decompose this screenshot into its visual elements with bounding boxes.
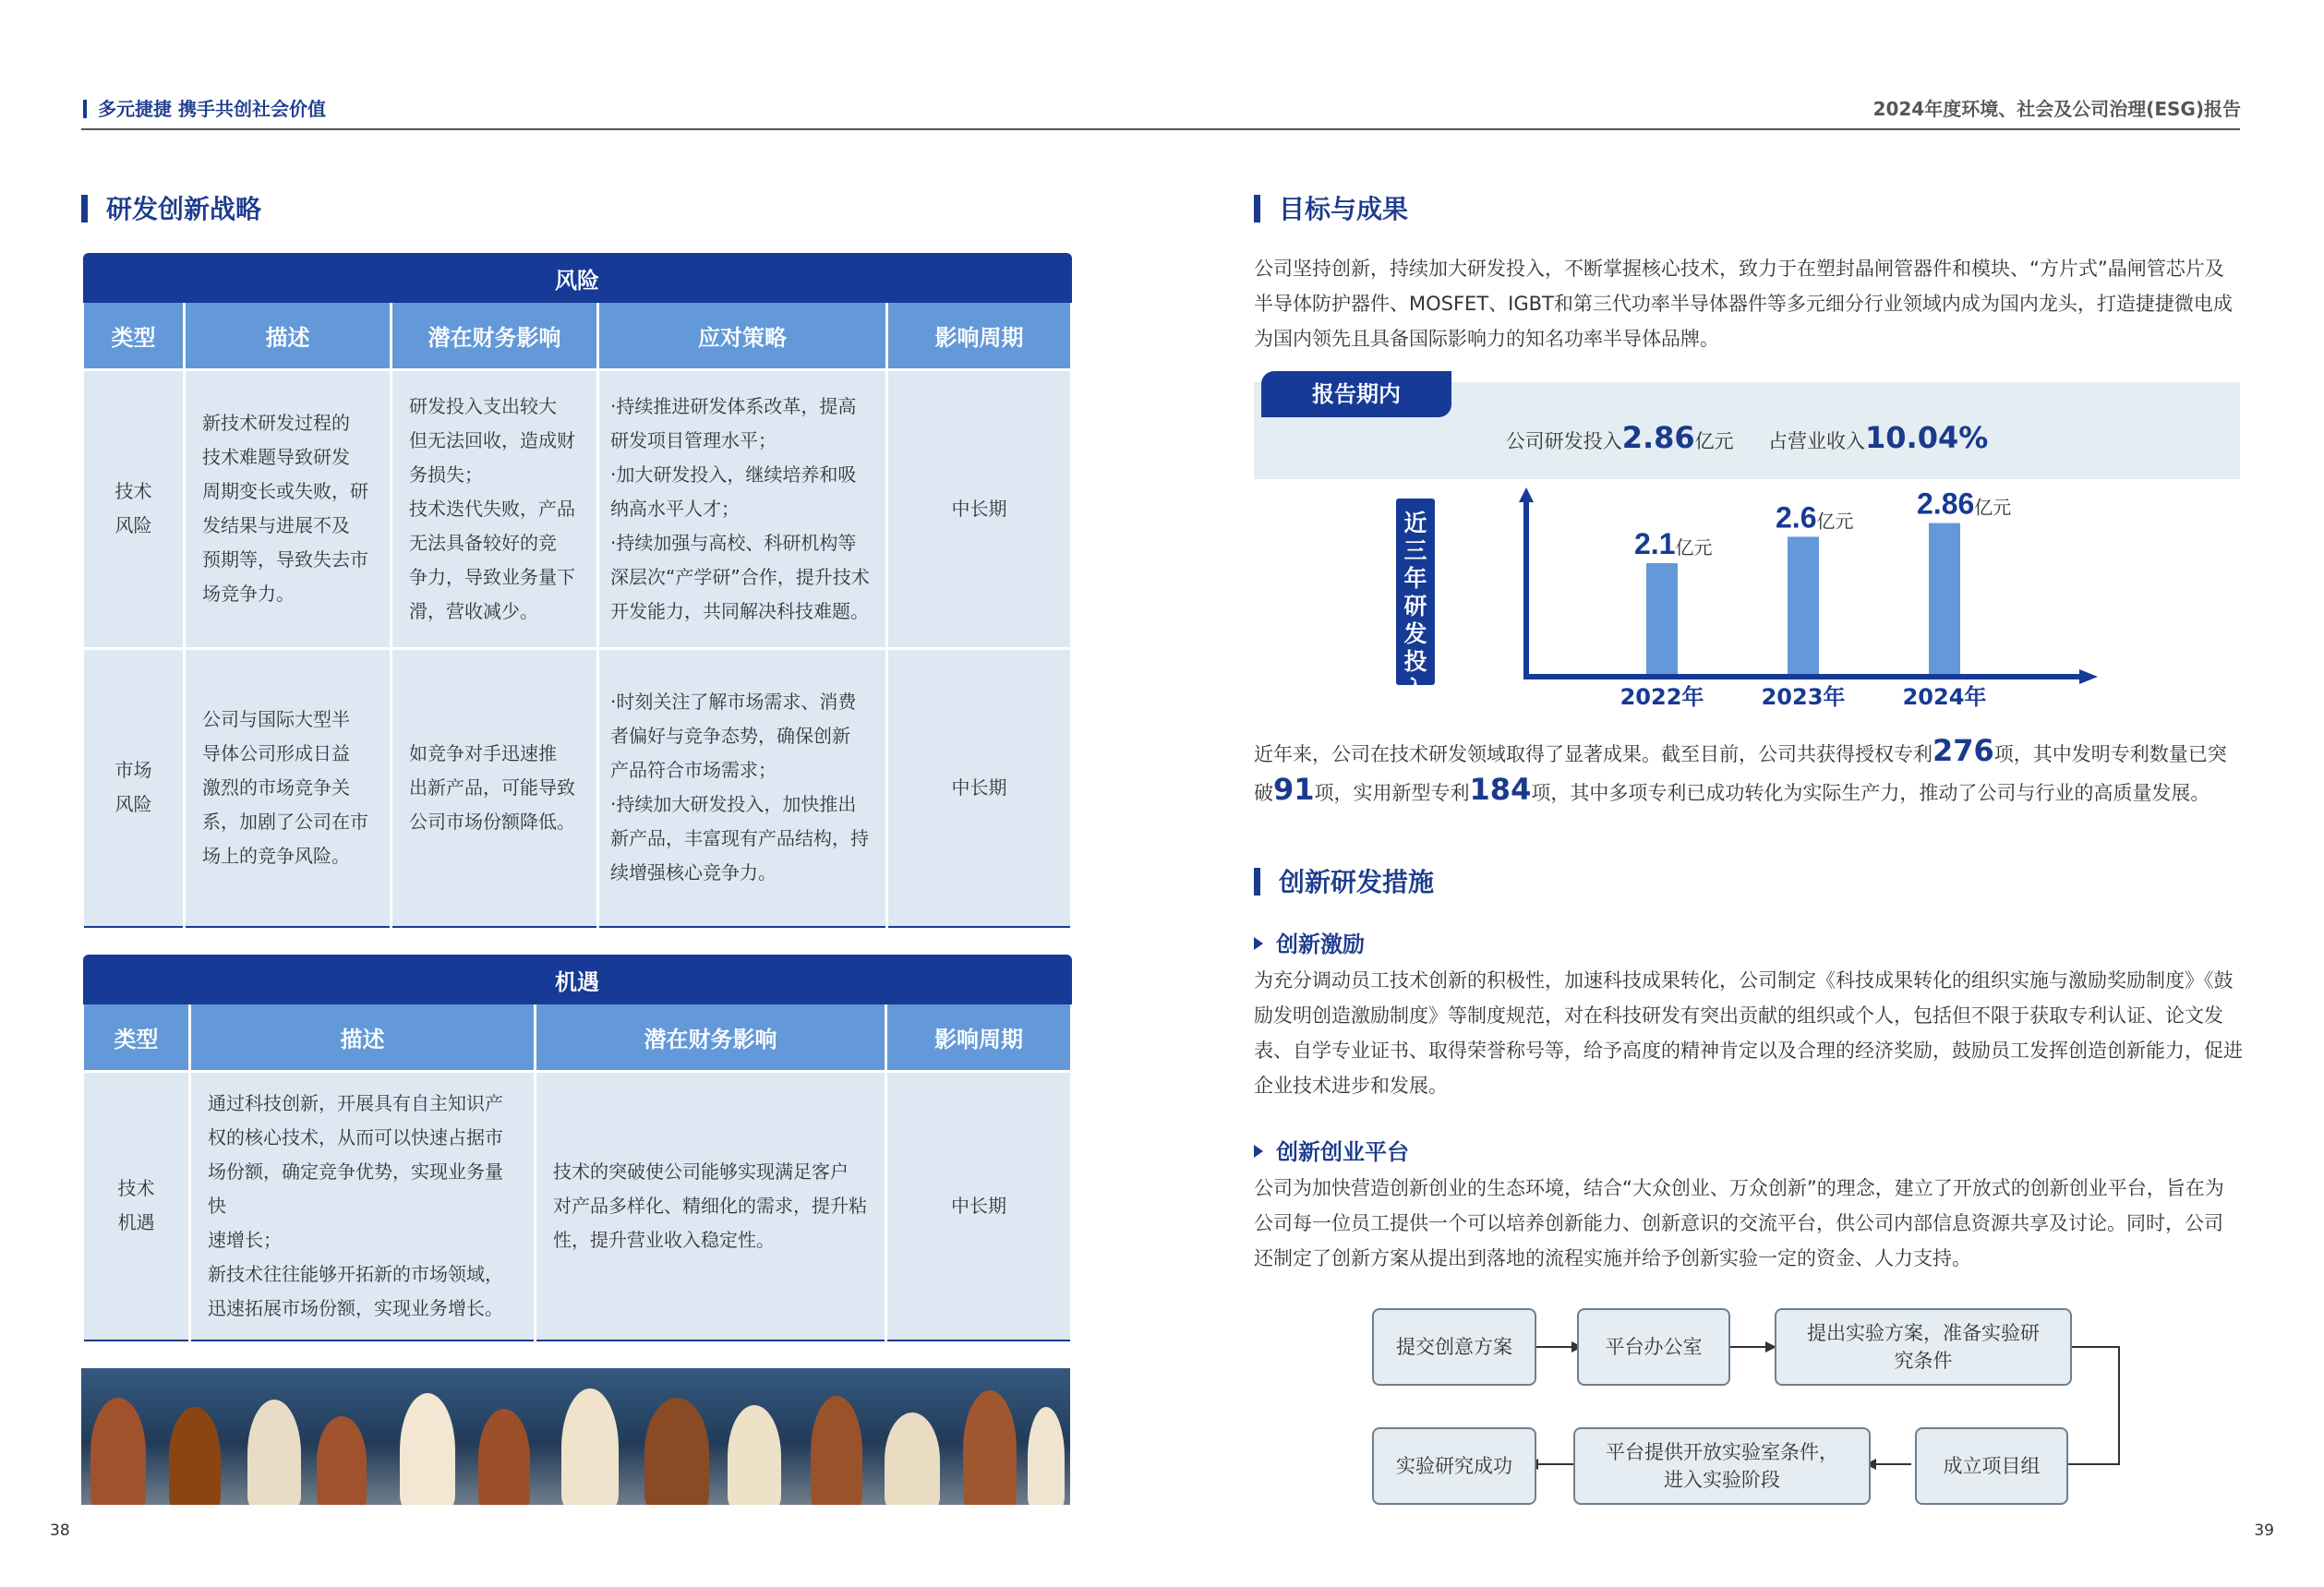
platform-paragraph: 公司为加快营造创新创业的生态环境，结合“大众创业、万众创新”的理念，建立了开放式的创新创业平台，旨在为 公司每一位员工提供一个可以培养创新能力、创新意识的交流平台，供公司内部信息资源共享及讨论。同时，公司 还制定了创新方案从提出到落地的流程实施并给予创新实验一定的资金、人力支持。	[1254, 1177, 2224, 1269]
flow-step-platform-office: 平台办公室	[1577, 1308, 1730, 1386]
chart-value-label: 2.1亿元	[1634, 527, 1713, 560]
header-accent-bar	[83, 100, 87, 118]
chart-bar-2022年	[1646, 563, 1678, 674]
col-header-desc: 描述	[185, 303, 391, 369]
chart-value-label: 2.86亿元	[1917, 487, 2012, 521]
cell-desc: 公司与国际大型半 导体公司形成日益 激烈的市场竞争关 系，加剧了公司在市 场上的竞争风险。	[185, 648, 391, 927]
chart-value-label: 2.6亿元	[1776, 500, 1854, 535]
cell-type: 技术 机遇	[83, 1071, 190, 1341]
cell-impact: 如竞争对手迅速推 出新产品，可能导致 公司市场份额降低。	[391, 648, 598, 927]
cell-period: 中长期	[886, 1071, 1072, 1341]
chess-pieces-photo	[81, 1368, 1070, 1505]
chart-category-label: 2023年	[1761, 684, 1846, 710]
cell-type: 市场 风险	[83, 648, 185, 927]
col-header-period: 影响周期	[887, 303, 1072, 369]
subsection-platform: 创新创业平台	[1254, 1134, 1409, 1166]
ratio-value: 10.04%	[1865, 420, 1989, 455]
header-left-text: 多元捷捷 携手共创社会价值	[98, 98, 326, 120]
cell-desc: 新技术研发过程的 技术难题导致研发 周期变长或失败，研 发结果与进展不及 预期等，导致失去市 场竞争力。	[185, 369, 391, 648]
rd-investment-chart	[1477, 487, 2105, 718]
col-header-type: 类型	[83, 1004, 190, 1071]
col-header-strategy: 应对策略	[598, 303, 887, 369]
flow-step-submit-idea: 提交创意方案	[1372, 1308, 1536, 1386]
header-left-title	[83, 94, 326, 121]
opportunity-table-caption: 机遇	[83, 955, 1072, 1004]
table-row	[83, 369, 1072, 648]
invention-count: 91	[1273, 772, 1315, 807]
section-title-text: 目标与成果	[1279, 194, 1409, 224]
patents-count: 276	[1933, 733, 1994, 768]
utility-count: 184	[1469, 772, 1532, 807]
opportunity-table	[81, 955, 1073, 1341]
flow-step-open-lab: 平台提供开放实验室条件， 进入实验阶段	[1573, 1427, 1871, 1505]
flow-step-propose-experiment: 提出实验方案，准备实验研 究条件	[1775, 1308, 2072, 1386]
reporting-period-tab: 报告期内	[1261, 371, 1451, 417]
col-header-type: 类型	[83, 303, 185, 369]
section-title-text: 创新研发措施	[1279, 867, 1435, 897]
reporting-period-figures	[1254, 420, 2240, 455]
section-accent-bar	[1254, 195, 1260, 222]
col-header-desc: 描述	[190, 1004, 536, 1071]
page-number-right: 39	[2254, 1521, 2274, 1540]
triangle-bullet-icon	[1254, 937, 1263, 950]
incentive-paragraph: 为充分调动员工技术创新的积极性，加速科技成果转化，公司制定《科技成果转化的组织实施与激励奖励制度》《鼓 励发明创造激励制度》等制度规范，对在科技研发有突出贡献的组织或个人，包括但不限于获取专利认证、论文发 表、自学专业证书、取得荣誉称号等，给予高度的精神肯定以及合理的经济奖励，鼓励员工发挥创造创新能力，促进 企业技术进步和发展。	[1254, 969, 2243, 1097]
cell-impact: 技术的突破使公司能够实现满足客户 对产品多样化、精细化的需求，提升粘 性，提升营业收入稳定性。	[536, 1071, 886, 1341]
chart-category-label: 2022年	[1620, 684, 1704, 710]
section-title-goals	[1254, 189, 1408, 226]
cell-desc: 通过科技创新，开展具有自主知识产 权的核心技术，从而可以快速占据市 场份额，确定竞争优势，实现业务量快 速增长； 新技术往往能够开拓新的市场领域， 迅速拓展市场份额，实现业务增长。	[190, 1071, 536, 1341]
achievements-paragraph: 近年来，公司在技术研发领域取得了显著成果。截至目前，公司共获得授权专利276项，其中发明专利数量已突 破91项，实用新型专利184项，其中多项专利已成功转化为实际生产力，推动了公司与行业的高质量发展。	[1254, 733, 2227, 807]
section-title-text: 研发创新战略	[106, 194, 262, 224]
col-header-period: 影响周期	[886, 1004, 1072, 1071]
flow-step-success: 实验研究成功	[1372, 1427, 1536, 1505]
intro-paragraph: 公司坚持创新，持续加大研发投入，不断掌握核心技术，致力于在塑封晶闸管器件和模块、“方片式”晶闸管芯片及 半导体防护器件、MOSFET、IGBT和第三代功率半导体器件等多元细分行业领域内成为国内龙头，打造捷捷微电成 为国内领先且具备国际影响力的知名功率半导体品牌。	[1254, 258, 2233, 350]
chart-vertical-label	[1396, 499, 1435, 703]
col-header-impact: 潜在财务影响	[536, 1004, 886, 1071]
table-row	[83, 1071, 1072, 1341]
triangle-bullet-icon	[1254, 1145, 1263, 1158]
cell-strategy: ·持续推进研发体系改革，提高 研发项目管理水平； ·加大研发投入，继续培养和吸 纳高水平人才； ·持续加强与高校、科研机构等 深层次“产学研”合作，提升技术 开发能力，共同解决科技难题。	[598, 369, 887, 648]
cell-type: 技术 风险	[83, 369, 185, 648]
risk-table	[81, 253, 1073, 928]
cell-impact: 研发投入支出较大 但无法回收，造成财 务损失； 技术迭代失败，产品 无法具备较好的竞 争力，导致业务量下 滑，营收减少。	[391, 369, 598, 648]
section-title-measures	[1254, 862, 1434, 899]
section-accent-bar	[1254, 868, 1260, 896]
chart-vertical-label-text: 近 三 年 研 发 投 入	[1403, 510, 1427, 703]
page-number-left: 38	[50, 1521, 70, 1540]
chart-bar-2023年	[1788, 536, 1819, 674]
chart-category-label: 2024年	[1902, 684, 1987, 710]
chart-y-axis-arrow	[1519, 487, 1534, 502]
ratio-label: 占营业收入	[1768, 430, 1866, 452]
rd-label: 公司研发投入	[1505, 430, 1622, 452]
table-row	[83, 648, 1072, 927]
rd-unit: 亿元	[1694, 430, 1734, 452]
section-title-rd-strategy	[81, 189, 261, 226]
chart-x-axis-arrow	[2079, 669, 2098, 684]
cell-period: 中长期	[887, 369, 1072, 648]
col-header-impact: 潜在财务影响	[391, 303, 598, 369]
subsection-incentive: 创新激励	[1254, 926, 1365, 958]
cell-period: 中长期	[887, 648, 1072, 927]
cell-strategy: ·时刻关注了解市场需求、消费 者偏好与竞争态势，确保创新 产品符合市场需求； ·持续加大研发投入，加快推出 新产品，丰富现有产品结构，持 续增强核心竞争力。	[598, 648, 887, 927]
risk-table-caption: 风险	[83, 253, 1072, 303]
section-accent-bar	[81, 195, 88, 222]
header-divider	[81, 128, 2240, 130]
flow-step-form-project-team: 成立项目组	[1915, 1427, 2068, 1505]
rd-value: 2.86	[1621, 420, 1695, 455]
chart-bar-2024年	[1929, 523, 1960, 674]
header-right-title: 2024年度环境、社会及公司治理(ESG)报告	[1872, 98, 2241, 120]
